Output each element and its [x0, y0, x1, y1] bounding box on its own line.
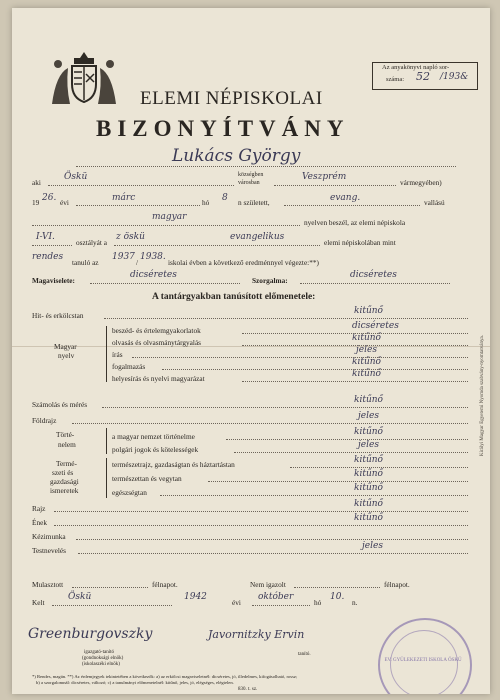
subject-rajz-label: Rajz [32, 504, 46, 513]
group-tortenelem-2: nelem [58, 440, 76, 449]
subjects-header: A tantárgyakban tanúsított előmenetele: [152, 292, 316, 302]
school-text: elemi népiskolában mint [324, 238, 396, 247]
ho-label: hó [202, 198, 210, 207]
form-number: 830. t. sz. [238, 687, 258, 692]
subject-enek-label: Ének [32, 518, 47, 527]
vallasu-label: vallású [424, 198, 445, 207]
subject-enek-grade: kitűnő [354, 513, 383, 523]
right-role: tanító. [298, 652, 311, 657]
subject-fogalmazas-grade: kitűnő [352, 357, 381, 367]
felnapot-label: félnapot. [152, 580, 178, 589]
subject-olvasas-label: olvasás és olvasmánytárgyalás [112, 338, 202, 347]
tanulo-label: tanuló az [72, 258, 99, 267]
subject-termtan-label: természettan és vegytan [112, 474, 182, 483]
date-n-label: n. [352, 598, 358, 607]
aki-label: aki [32, 178, 41, 187]
footnote-1: *) Rendes, magán. **) Az érdemjegyek tekintetében a következők: a) az erkölcsi magaviseletnél: dicséretes, jó, illedelmes, kifogásolható, rossz; [32, 674, 298, 679]
date-ho-label: hó [314, 598, 322, 607]
student-name: Lukács György [172, 146, 301, 166]
certificate-page [12, 8, 490, 694]
subject-iras-label: írás [112, 350, 123, 359]
date-place: Öskü [68, 592, 92, 602]
subject-iras-grade: jeles [356, 345, 377, 355]
kelt-label: Kelt [32, 598, 45, 607]
subject-magyar-tort-label: a magyar nemzet történelme [112, 432, 195, 441]
kozsegben-label: községben [238, 172, 264, 178]
osztalyat-label: osztályát a [76, 238, 107, 247]
subject-szamolas-grade: kitűnő [354, 395, 383, 405]
footnote-2: b) a szorgalomnál: dicséretes, változó; c) a tanulmányi előmenetelnél: kitűnő, jeles, jó, elégséges, elégtelen. [36, 680, 234, 685]
signature-right: Javornitzky Ervin [208, 628, 305, 641]
group-termeszet-2: szeti és [52, 468, 74, 477]
subject-termrajz-label: természetrajz, gazdaságtan és háztartástan [112, 460, 235, 469]
year-prefix: 19 [32, 198, 40, 207]
subject-szamolas-label: Számolás és mérés [32, 400, 88, 409]
subject-foldrajz-label: Földrajz [32, 416, 57, 425]
group-termeszet-4: ismeretek [50, 486, 79, 495]
evi-label: évi [60, 198, 69, 207]
paper-fold [12, 346, 490, 347]
left-role-2: (gondnoksági elnök) [82, 656, 124, 661]
stamp-text: EV. GYÜLEKEZETI ISKOLA ÖSKÜ [384, 658, 462, 663]
szuletett-label: n született, [238, 198, 270, 207]
birth-town: Öskü [64, 172, 88, 182]
behavior-value: dicséretes [130, 270, 177, 280]
birth-day: 8 [222, 193, 228, 203]
absence-label: Mulasztott [32, 580, 64, 589]
school-year1: 1937 [112, 252, 135, 262]
subject-testneveles-grade: jeles [362, 541, 383, 551]
diligence-label: Szorgalma: [252, 276, 288, 285]
date-evi-label: évi [232, 598, 241, 607]
subject-hit-label: Hit- és erkölcstan [32, 311, 84, 320]
nem-igazolt-label: Nem igazolt [250, 580, 286, 589]
language-text: nyelven beszél, az elemi népiskola [304, 218, 406, 227]
register-number: 52 [416, 70, 430, 83]
group-magyar-1: Magyar [54, 342, 77, 351]
subject-egeszseg-label: egészségtan [112, 488, 147, 497]
register-number-label: száma: [386, 76, 405, 83]
register-label: Az anyakönyvi napló sor- [382, 64, 450, 71]
subject-rajz-grade: kitűnő [354, 499, 383, 509]
group-termeszet-1: Termé- [56, 459, 77, 468]
date-day: 10. [330, 592, 345, 602]
varosban-label: városban [238, 180, 260, 186]
year-sep: / [136, 258, 139, 267]
group-magyar-2: nyelv [58, 351, 75, 360]
status-text: iskolai évben a következő eredménnyel végezte:**) [168, 258, 319, 267]
subject-polgari-grade: jeles [358, 440, 379, 450]
subject-termrajz-grade: kitűnő [354, 455, 383, 465]
group-tortenelem-1: Törté- [56, 430, 75, 439]
school-religion: evangelikus [230, 232, 285, 242]
left-role-3: (iskolaszéki elnök) [82, 662, 120, 667]
left-role-1: igazgató-tanító [84, 650, 114, 655]
subject-egeszseg-grade: kitűnő [354, 483, 383, 493]
subject-helyesiras-label: helyesírás és nyelvi magyarázat [112, 374, 205, 383]
megyeben-label: vármegyében) [400, 178, 442, 187]
subject-beszed-label: beszéd- és értelemgyakorlatok [112, 326, 201, 335]
subject-helyesiras-grade: kitűnő [352, 369, 381, 379]
subject-termtan-grade: kitűnő [354, 469, 383, 479]
subject-olvasas-grade: kitűnő [352, 333, 381, 343]
classes: I-VI. [36, 232, 55, 242]
coat-of-arms-icon [44, 48, 124, 108]
religion: evang. [330, 193, 361, 203]
date-year: 1942 [184, 592, 207, 602]
subject-beszed-grade: dicséretes [352, 321, 399, 331]
signature-left: Greenburgovszky [28, 626, 153, 642]
school-year2: 1938. [140, 252, 166, 262]
subject-hit-grade: kitűnő [354, 306, 383, 316]
date-month: október [258, 592, 294, 602]
subject-testneveles-label: Testnevelés [32, 546, 66, 555]
title-line2: BIZONYÍTVÁNY [96, 116, 350, 141]
subject-foldrajz-grade: jeles [358, 411, 379, 421]
birth-county: Veszprém [302, 172, 347, 182]
register-year: /193& [440, 72, 469, 82]
printer-imprint: Királyi Magyar Egyetemi Nyomda szabvány-nyomtatványa. [480, 335, 485, 456]
birth-year: 26. [42, 193, 57, 203]
subject-fogalmazas-label: fogalmazás [112, 362, 146, 371]
title-line1: ELEMI NÉPISKOLAI [140, 88, 323, 109]
group-termeszet-3: gazdasági [50, 477, 79, 486]
subject-magyar-tort-grade: kitűnő [354, 427, 383, 437]
felnapot2-label: félnapot. [384, 580, 410, 589]
behavior-label: Magaviselete: [32, 276, 75, 285]
school-name: z öskü [116, 232, 145, 242]
birth-month: márc [112, 193, 136, 203]
language: magyar [152, 212, 187, 222]
subject-polgari-label: polgári jogok és kötelességek [112, 445, 199, 454]
subject-kezimunka-label: Kézimunka [32, 532, 66, 541]
diligence-value: dicséretes [350, 270, 397, 280]
student-status: rendes [32, 252, 64, 262]
